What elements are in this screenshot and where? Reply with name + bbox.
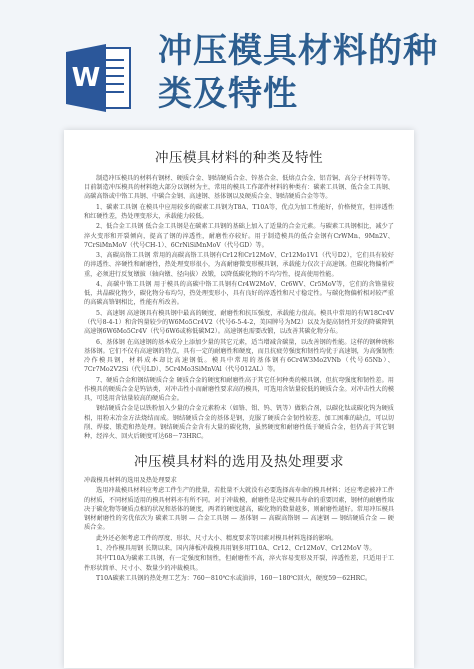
subsection-heading: 冲裁模具材料的选用及热处理要求	[84, 477, 177, 485]
document-preview	[64, 130, 414, 668]
paragraph-8: 钢结硬质合金是以铁粉加入少量的合金元素粉末（如铬、钼、钨、钒等）做粘合剂，以碳化钛或碳化钨为硬质相，用粉末冶金方法烧结而成。钢结硬质合金的基体是钢，克服了硬质合金韧性较差、加工困难的缺点，可以切削、焊接、锻造和热处理。钢结硬质合金含有大量的碳化物，虽然硬度和耐磨性低于硬质合金，但仍高于其它钢种，经淬火、回火后硬度可达68～73HRC。	[84, 405, 394, 440]
paragraph-intro: 制造冲压模具的材料有钢材、硬质合金、钢结硬质合金、锌基合金、低熔点合金、铝青铜、高分子材料等等。目前制造冲压模具的材料绝大部分以钢材为主，常用的模具工作部件材料的种类有：碳素工具钢、低合金工具钢、高碳高铬或中铬工具钢、中碳合金钢、高速钢、基体钢以及硬质合金、钢结硬质合金等等。	[84, 175, 394, 201]
paragraph-7: 7、硬质合金和钢结硬质合金 硬质合金的硬度和耐磨性高于其它任何种类的模具钢，但抗弯强度和韧性差。用作模具的硬质合金是钨钴类，对冲击性小而耐磨性要求高的模具，可选用含钴量较低的硬质合金。对冲击性大的模具，可选用含钴量较高的硬质合金。	[84, 376, 394, 402]
paragraph-5: 5、高速钢 高速钢具有模具钢中最高的硬度、耐磨性和抗压强度，承载能力很高。模具中常用的有W18Cr4V（代号8-4-1）和含钨量较少的W6Mo5Cr4V2（代号6-5-4-2，美国牌号为M2）以及为提高韧性开发的降碳降钒高速钢6W6Mo5Cr4V（代号6W6或称低碳M2）。高速钢也需要改锻，以改善其碳化物分布。	[84, 309, 394, 336]
section-paragraph-3: 1、冷作模具用钢 长期以来，国内薄板冲裁模具用钢多用T10A、Cr12、Cr12MoV、Cr12MoV 等。	[96, 544, 376, 552]
word-document-icon	[62, 38, 142, 118]
paragraph-2: 2、低合金工具钢 低合金工具钢是在碳素工具钢的基础上加入了适量的合金元素。与碳素工具钢相比，减少了淬火变形和开裂倾向，提高了钢的淬透性，耐磨性亦较好。用于制造模具的低合金钢有CrWMn、9Mn2V、7CrSiMnMoV（代号CH-1）、6CrNiSiMnMoV（代号GD）等。	[84, 223, 394, 249]
header	[0, 0, 474, 125]
section-title: 冲压模具材料的选用及热处理要求	[134, 454, 344, 471]
section-paragraph-2: 此外还必须考虑工件的厚度、形状、尺寸大小、精度要求等因素对模具材料选择的影响。	[96, 534, 338, 542]
paragraph-3: 3、高碳高铬工具钢 常用的高碳高铬工具钢有Cr12和Cr12MoV、Cr12Mo1V1（代号D2），它们具有较好的淬透性、淬硬性和耐磨性，热处理变形很小，为高耐磨微变形模具钢，承载能力仅次于高速钢。但碳化物偏析严重，必须进行反复镦拔（轴向镦、径向拔）改锻，以降低碳化物的不均匀性，提高使用性能。	[84, 252, 394, 278]
section-paragraph-4: 其中T10A为碳素工具钢，有一定强度和韧性，但耐磨性不高，淬火容易变形及开裂，淬透性差，只适用于工件形状简单、尺寸小、数量少的冲裁模具。	[84, 555, 394, 572]
paragraph-1: 1、碳素工具钢 在模具中应用较多的碳素工具钢为T8A、T10A等，优点为加工性能好，价格便宜，但淬透性和红硬性差，热处理变形大，承载能力较低。	[84, 203, 394, 220]
section-body	[64, 486, 414, 583]
title-line-1: 冲压模具材料的种	[158, 31, 438, 71]
paragraph-6: 6、基体钢 在高速钢的基本成分上添加少量的其它元素，适当增减含碳量，以改善钢的性能。这样的钢种统称基体钢。它们不仅有高速钢的特点，具有一定的耐磨性和硬度，而且抗疲劳强度和韧性均优于高速钢，为高强韧性冷作模具钢，材料成本却比高速钢低。模具中常用的基体钢有6Cr4W3Mo2VNb（代号65Nb）、7Cr7Mo2V2Si（代号LD）、5Cr4Mo3SiMnVAl（代号012AL）等。	[84, 338, 394, 374]
section-paragraph-5: T10A碳素工具钢的热处理工艺为：760～810℃水或油淬，160～180℃回火，硬度59～62HRC。	[96, 574, 372, 582]
svg-text:W: W	[71, 63, 101, 93]
section-paragraph-1: 选用冲裁模具材料应考虑工件生产的批量，若批量不大就没有必要选择高寿命的模具材料；还应考虑被冲工件的材质，不同材质适用的模具材料亦有所不同。对于冲裁模，耐磨性是决定模具寿命的重要因素，钢材的耐磨性取决于碳化物等硬质点相的状况和基体的硬度，两者的硬度越高，碳化物的数量越多，则耐磨性越好。常用冲压模具钢材耐磨性的劣优依次为 碳素工具钢 — 合金工具钢 — 基体钢 — 高碳高铬钢 — 高速钢 — 钢结硬质合金 — 硬质合金。	[84, 487, 394, 532]
title-line-2: 类及特性	[158, 74, 298, 114]
document-title: 冲压模具材料的种类及特性	[155, 150, 323, 166]
page-title	[158, 30, 458, 116]
paragraph-4: 4、高碳中铬工具钢 用于模具的高碳中铬工具钢有Cr4W2MoV、Cr6WV、Cr5MoV等，它们的含铬量较低，共晶碳化物少，碳化物分布均匀，热处理变形小，具有良好的淬透性和尺寸稳定性。与碳化物偏析相对较严重的高碳高铬钢相比，性能有所改善。	[84, 280, 394, 307]
document-body	[64, 174, 414, 441]
